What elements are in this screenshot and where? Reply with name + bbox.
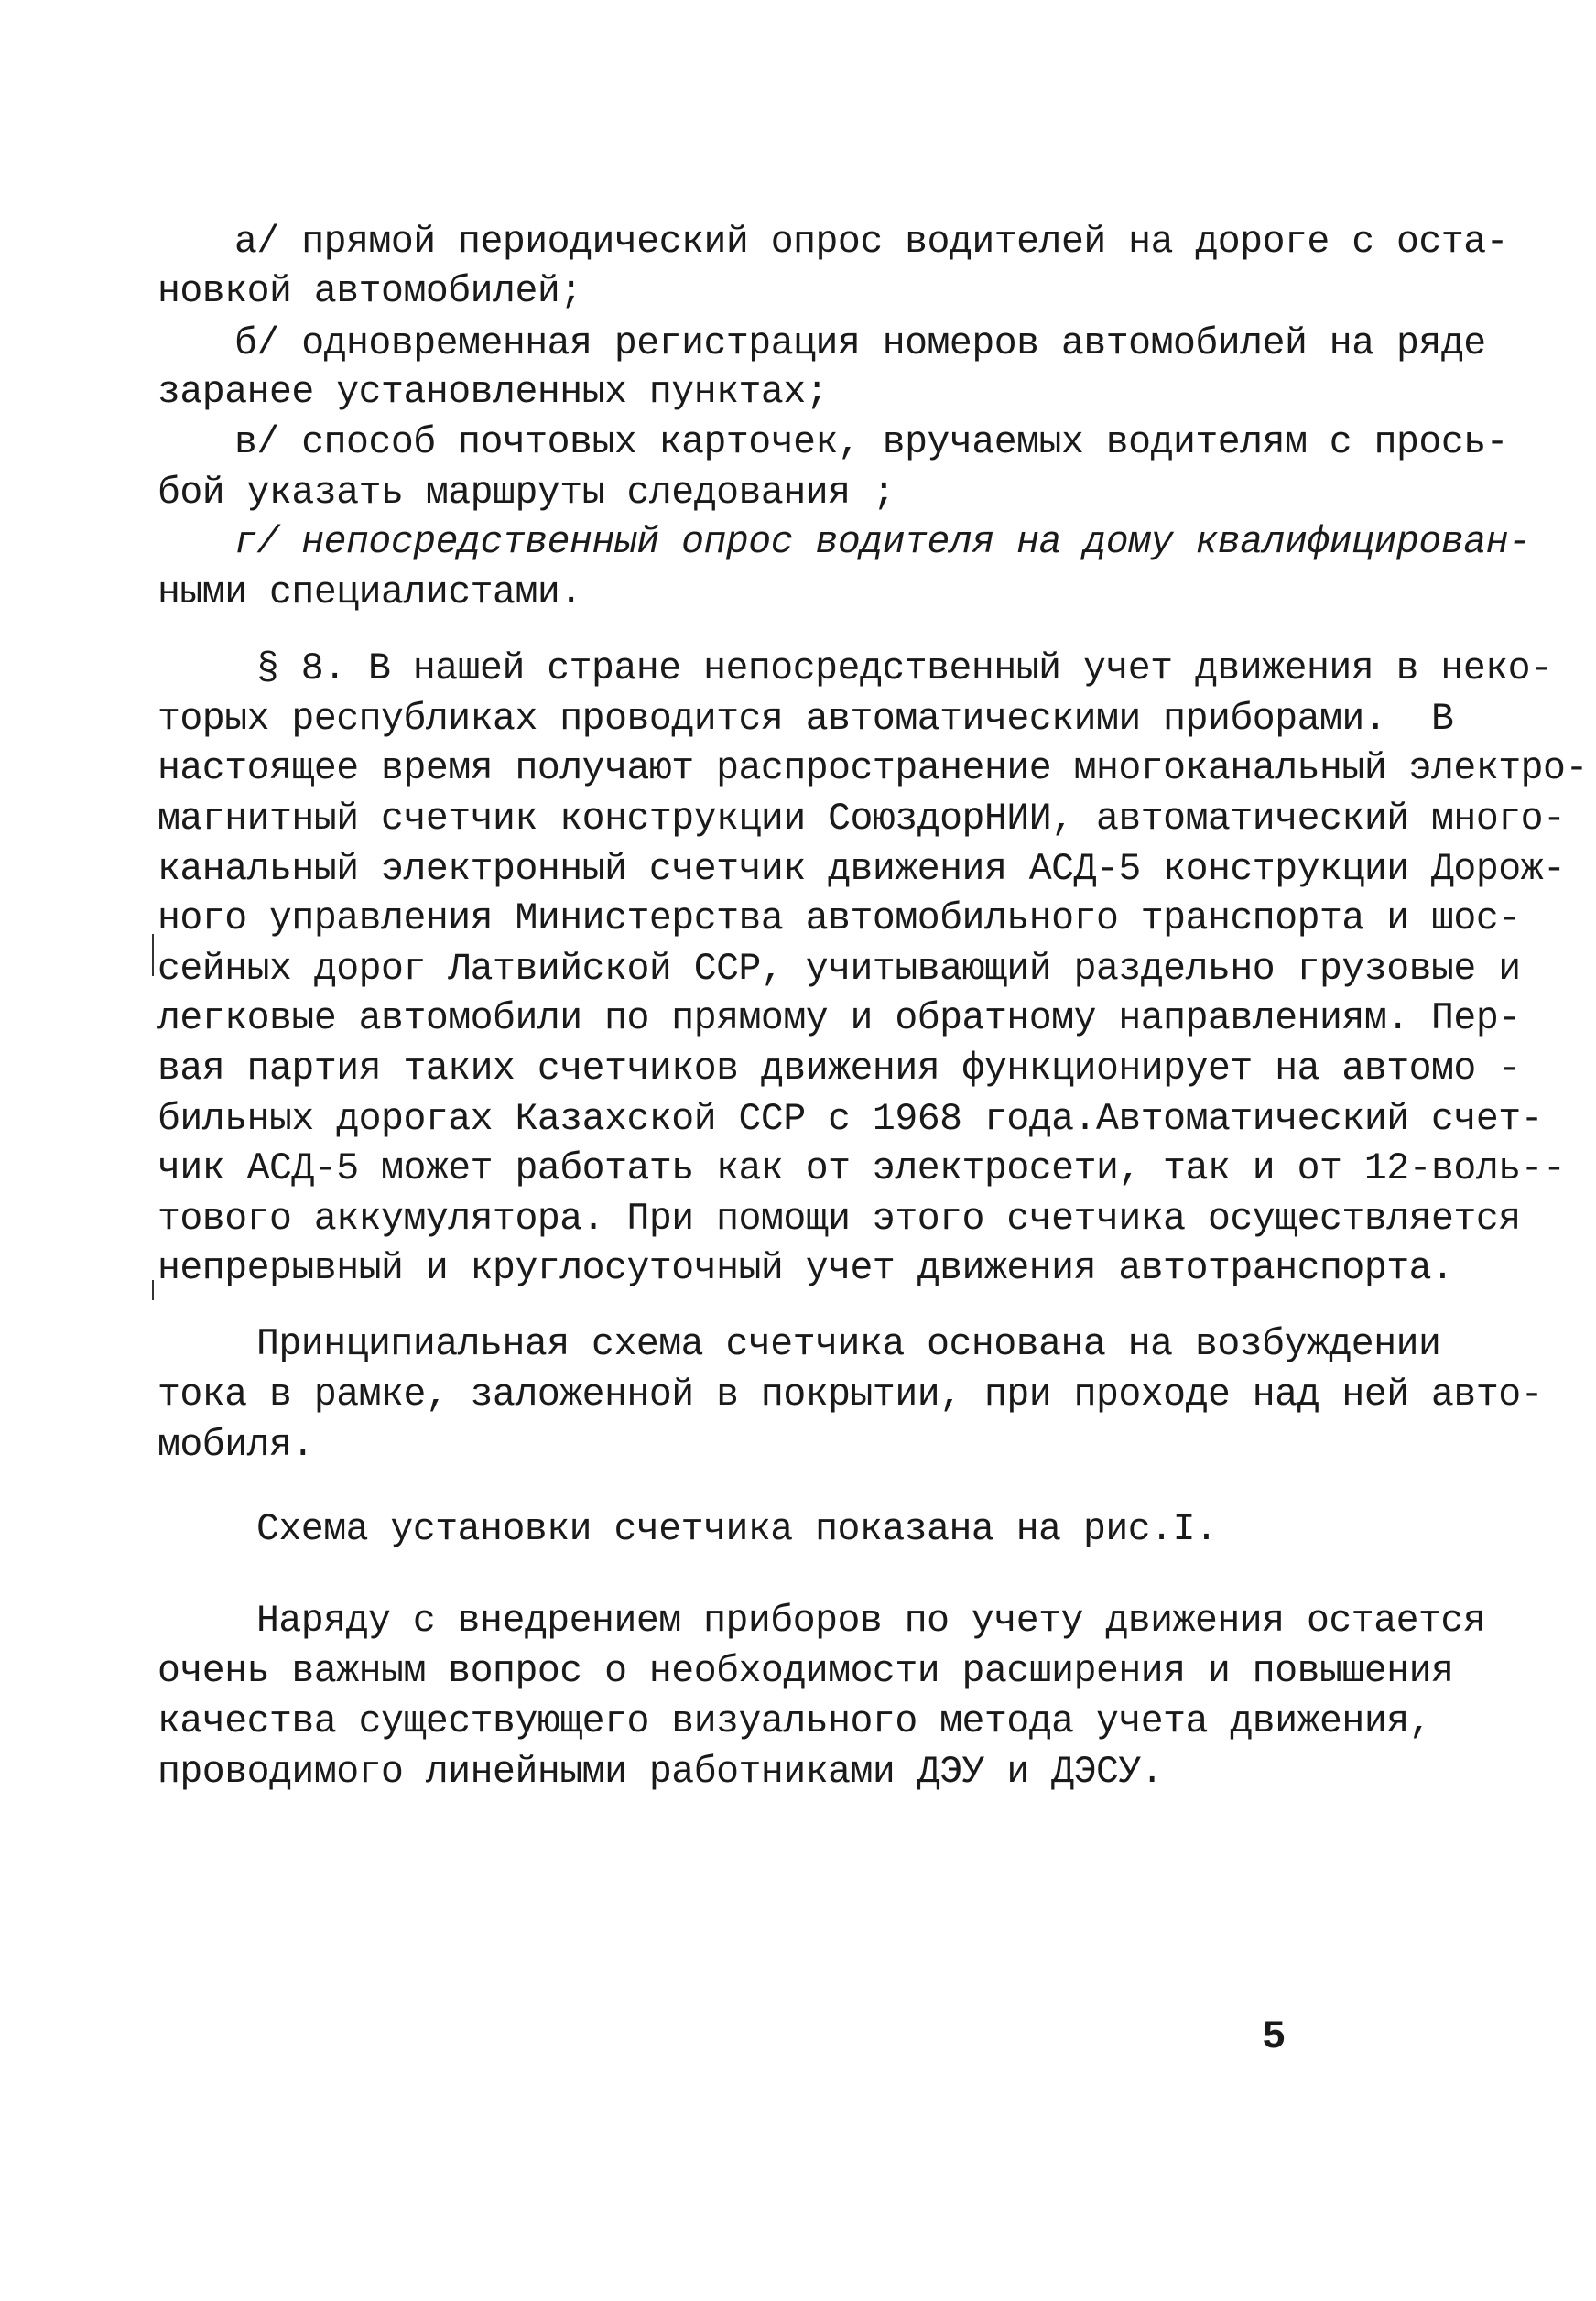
text-line: сейных дорог Латвийской ССР, учитывающий раздельно грузовые и bbox=[157, 948, 1521, 991]
text-line: непрерывный и круглосуточный учет движения автотранспорта. bbox=[157, 1247, 1454, 1290]
text-line: тока в рамке, заложенной в покрытии, при проходе над ней авто- bbox=[157, 1373, 1544, 1416]
text-line: мобиля. bbox=[157, 1424, 314, 1467]
text-line: Принципиальная схема счетчика основана на возбуждении bbox=[256, 1323, 1441, 1366]
text-line: ными специалистами. bbox=[157, 571, 582, 614]
text-line: качества существующего визуального метода учета движения, bbox=[157, 1700, 1432, 1743]
text-line: магнитный счетчик конструкции СоюздорНИИ, автоматический много- bbox=[157, 798, 1566, 841]
text-line: а/ прямой периодический опрос водителей на дороге с оста- bbox=[234, 221, 1509, 264]
text-line: проводимого линейными работниками ДЭУ и ДЭСУ. bbox=[157, 1751, 1164, 1794]
text-line: бильных дорогах Казахской ССР с 1968 года.Автоматический счет- bbox=[157, 1098, 1544, 1141]
text-line: ного управления Министерства автомобильного транспорта и шос- bbox=[157, 897, 1521, 940]
text-line: торых республиках проводится автоматическими приборами. В bbox=[157, 698, 1454, 741]
text-line: г/ непосредственный опрос водителя на дому квалифицирован- bbox=[234, 521, 1531, 564]
text-line: тового аккумулятора. При помощи этого счетчика осуществляется bbox=[157, 1198, 1521, 1241]
text-line: чик АСД-5 может работать как от электросети, так и от 12-воль-- bbox=[157, 1147, 1566, 1190]
text-line: Наряду с внедрением приборов по учету движения остается bbox=[256, 1600, 1486, 1643]
text-line: новкой автомобилей; bbox=[157, 270, 582, 313]
margin-mark bbox=[152, 934, 154, 976]
text-line: § 8. В нашей стране непосредственный учет движения в неко- bbox=[256, 647, 1553, 690]
text-line: вая партия таких счетчиков движения функционирует на автомо - bbox=[157, 1047, 1521, 1091]
text-line: очень важным вопрос о необходимости расширения и повышения bbox=[157, 1650, 1454, 1693]
text-line: б/ одновременная регистрация номеров автомобилей на ряде bbox=[234, 322, 1486, 365]
text-line: бой указать маршруты следования ; bbox=[157, 472, 896, 515]
text-line: канальный электронный счетчик движения АСД-5 конструкции Дорож- bbox=[157, 848, 1566, 891]
margin-mark bbox=[152, 1280, 154, 1300]
text-line: легковые автомобили по прямому и обратному направлениям. Пер- bbox=[157, 997, 1521, 1040]
page-number: 5 bbox=[1262, 2014, 1287, 2060]
text-line: настоящее время получают распространение многоканальный электро- bbox=[157, 747, 1588, 790]
text-line: заранее установленных пунктах; bbox=[157, 371, 829, 414]
text-line: в/ способ почтовых карточек, вручаемых водителям с прось- bbox=[234, 421, 1509, 464]
text-line: Схема установки счетчика показана на рис.I. bbox=[256, 1508, 1218, 1551]
